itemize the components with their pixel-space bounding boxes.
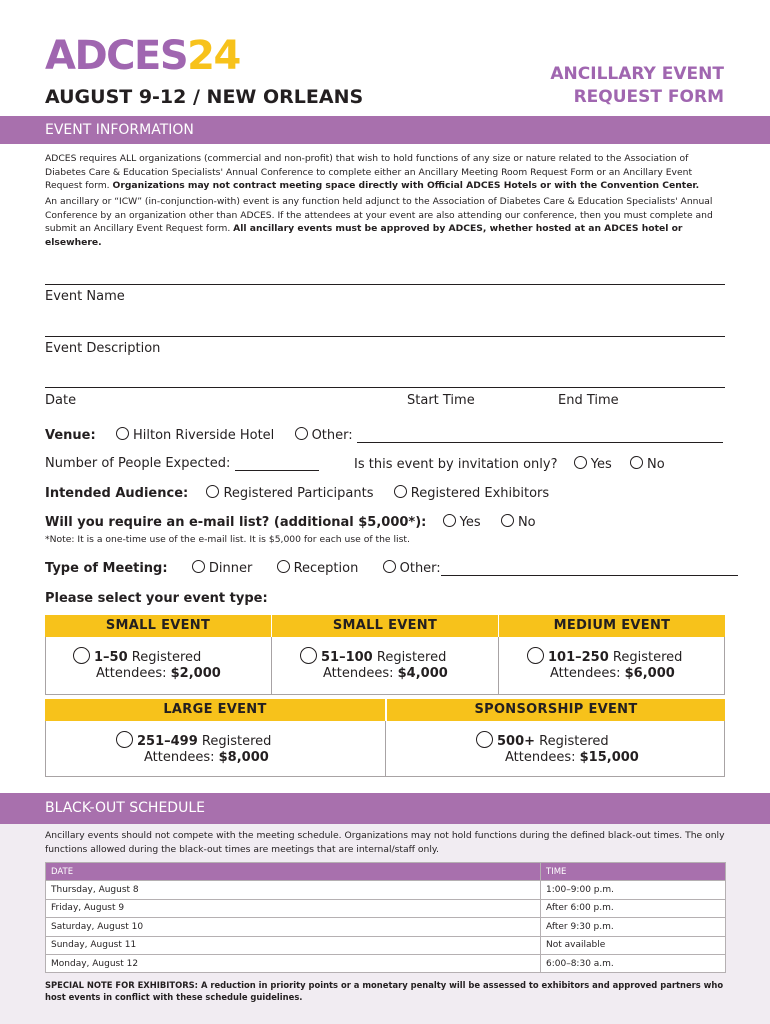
people-expected-label: Number of People Expected: bbox=[45, 456, 231, 471]
event-type-registered-3: Registered bbox=[612, 650, 683, 665]
event-type-attendees-5: Attendees: bbox=[505, 750, 576, 765]
blackout-schedule-heading: BLACK-OUT SCHEDULE bbox=[0, 793, 770, 824]
venue-other-input[interactable] bbox=[357, 429, 723, 443]
event-description-label: Event Description bbox=[45, 341, 161, 356]
meeting-reception-label: Reception bbox=[293, 561, 359, 576]
event-type-registered-4: Registered bbox=[201, 734, 272, 749]
people-expected-input[interactable] bbox=[235, 457, 319, 471]
event-type-price-1: $2,000 bbox=[170, 666, 221, 681]
intro-paragraph-1-text: ADCES requires ALL organizations (commercial and non-profit) that wish to hold functions of any size or nature related to the Association of Diabetes Care & Education Specialists' Annual Conference to complete either an Ancillary Meeting Room Request Form or an Ancillary Event Request form. bbox=[45, 153, 693, 191]
event-information-heading: EVENT INFORMATION bbox=[0, 116, 770, 144]
blackout-time-cell: After 6:00 p.m. bbox=[541, 899, 726, 917]
table-row bbox=[46, 881, 726, 899]
event-type-attendees-3: Attendees: bbox=[550, 666, 621, 681]
start-time-label: Start Time bbox=[407, 393, 475, 408]
event-type-registered-5: Registered bbox=[539, 734, 609, 749]
adces24-logo bbox=[45, 33, 240, 79]
event-type-radio-4[interactable] bbox=[116, 731, 133, 748]
blackout-time-cell: 1:00–9:00 p.m. bbox=[541, 881, 726, 899]
event-type-heading-1: SMALL EVENT bbox=[45, 615, 271, 637]
event-type-heading-3: MEDIUM EVENT bbox=[499, 615, 725, 637]
event-type-option-1 bbox=[73, 647, 221, 682]
venue-row bbox=[45, 427, 723, 443]
intro-paragraph-2-bold: All ancillary events must be approved by ADCES, whether hosted at an ADCES hotel or elsewhere. bbox=[45, 223, 683, 248]
audience-label: Intended Audience: bbox=[45, 486, 189, 501]
blackout-col-time: TIME bbox=[541, 863, 726, 881]
intro-paragraph-1 bbox=[45, 152, 725, 193]
end-time-label: End Time bbox=[558, 393, 619, 408]
meeting-type-label: Type of Meeting: bbox=[45, 561, 168, 576]
event-type-option-2 bbox=[300, 647, 448, 682]
blackout-table bbox=[45, 862, 726, 973]
invitation-question: Is this event by invitation only? bbox=[354, 457, 558, 472]
audience-exhibitors-radio[interactable] bbox=[394, 485, 407, 498]
intro-paragraph-1-bold: Organizations may not contract meeting space directly with Official ADCES Hotels or with the Convention Center. bbox=[112, 180, 700, 191]
table-row bbox=[46, 918, 726, 936]
event-type-range-2: 51–100 bbox=[321, 650, 373, 665]
meeting-other-radio[interactable] bbox=[383, 560, 396, 573]
blackout-date-cell: Saturday, August 10 bbox=[46, 918, 541, 936]
dates-location: AUGUST 9-12 / NEW ORLEANS bbox=[45, 86, 364, 108]
select-event-type-heading: Please select your event type: bbox=[45, 591, 268, 606]
intro-paragraph-2-text: An ancillary or “ICW” (in-conjunction-with) event is any function held adjunct to the Association of Diabetes Care & Education Specialists' Annual Conference by an organization other than ADCES. If the attendees at your event are also attending our conference, then you must complete and submit an Ancillary Event Request form. bbox=[45, 196, 713, 234]
meeting-dinner-radio[interactable] bbox=[192, 560, 205, 573]
event-description-field[interactable] bbox=[45, 336, 725, 337]
audience-participants-radio[interactable] bbox=[206, 485, 219, 498]
blackout-col-date: DATE bbox=[46, 863, 541, 881]
form-title-line1: ANCILLARY EVENT bbox=[550, 64, 724, 84]
email-note: *Note: It is a one-time use of the e-mail list. It is $5,000 for each use of the list. bbox=[45, 534, 410, 545]
email-yes-radio[interactable] bbox=[443, 514, 456, 527]
logo-year: 24 bbox=[187, 33, 240, 79]
meeting-other-input[interactable] bbox=[441, 562, 738, 576]
audience-row bbox=[45, 485, 549, 501]
venue-hilton-label: Hilton Riverside Hotel bbox=[132, 428, 275, 443]
date-label: Date bbox=[45, 393, 77, 408]
venue-label: Venue: bbox=[45, 428, 96, 443]
email-yes-label: Yes bbox=[459, 515, 481, 530]
event-type-heading-5: SPONSORSHIP EVENT bbox=[387, 699, 725, 721]
invitation-yes-radio[interactable] bbox=[574, 456, 587, 469]
event-type-price-2: $4,000 bbox=[397, 666, 448, 681]
meeting-reception-radio[interactable] bbox=[277, 560, 290, 573]
event-type-heading-2: SMALL EVENT bbox=[272, 615, 498, 637]
blackout-time-cell: 6:00–8:30 a.m. bbox=[541, 954, 726, 972]
event-type-range-1: 1–50 bbox=[94, 650, 128, 665]
table-row bbox=[46, 936, 726, 954]
invitation-no-radio[interactable] bbox=[630, 456, 643, 469]
table-row bbox=[46, 899, 726, 917]
event-type-range-4: 251–499 bbox=[137, 734, 198, 749]
event-type-range-5: 500+ bbox=[497, 734, 536, 749]
event-type-heading-4: LARGE EVENT bbox=[45, 699, 385, 721]
meeting-dinner-label: Dinner bbox=[208, 561, 253, 576]
blackout-time-cell: After 9:30 p.m. bbox=[541, 918, 726, 936]
event-type-radio-2[interactable] bbox=[300, 647, 317, 664]
email-list-row bbox=[45, 514, 536, 530]
form-title-line2: REQUEST FORM bbox=[573, 87, 724, 107]
event-type-registered-2: Registered bbox=[376, 650, 447, 665]
blackout-table-header bbox=[46, 863, 726, 881]
people-expected-row bbox=[45, 456, 319, 471]
event-type-option-4 bbox=[116, 731, 271, 766]
blackout-date-cell: Sunday, August 11 bbox=[46, 936, 541, 954]
event-type-attendees-2: Attendees: bbox=[323, 666, 394, 681]
event-type-price-4: $8,000 bbox=[218, 750, 269, 765]
venue-other-radio[interactable] bbox=[295, 427, 308, 440]
audience-exhibitors-label: Registered Exhibitors bbox=[410, 486, 550, 501]
intro-paragraph-2 bbox=[45, 195, 725, 249]
table-row bbox=[46, 954, 726, 972]
invitation-no-label: No bbox=[647, 457, 665, 472]
email-list-question: Will you require an e-mail list? (additional $5,000*): bbox=[45, 515, 427, 530]
blackout-intro: Ancillary events should not compete with the meeting schedule. Organizations may not hold functions during the defined black-out times. The only functions allowed during the black-out times are meetings that are internal/staff only. bbox=[45, 830, 725, 855]
audience-participants-label: Registered Participants bbox=[223, 486, 374, 501]
email-no-radio[interactable] bbox=[501, 514, 514, 527]
blackout-date-cell: Monday, August 12 bbox=[46, 954, 541, 972]
event-type-radio-1[interactable] bbox=[73, 647, 90, 664]
event-type-price-3: $6,000 bbox=[624, 666, 675, 681]
venue-hilton-radio[interactable] bbox=[116, 427, 129, 440]
exhibitor-special-note: SPECIAL NOTE FOR EXHIBITORS: A reduction in priority points or a monetary penalty will be assessed to exhibitors and approved partners who host events in conflict with these schedule guidelines. bbox=[45, 980, 724, 1002]
meeting-type-row bbox=[45, 560, 738, 576]
blackout-date-cell: Thursday, August 8 bbox=[46, 881, 541, 899]
event-type-radio-5[interactable] bbox=[476, 731, 493, 748]
event-name-label: Event Name bbox=[45, 289, 125, 304]
venue-other-label: Other: bbox=[311, 428, 353, 443]
blackout-time-cell: Not available bbox=[541, 936, 726, 954]
event-type-price-5: $15,000 bbox=[579, 750, 639, 765]
logo-name: ADCES bbox=[45, 33, 188, 79]
event-type-radio-3[interactable] bbox=[527, 647, 544, 664]
event-type-range-3: 101–250 bbox=[548, 650, 609, 665]
event-name-field[interactable] bbox=[45, 284, 725, 285]
invitation-yes-label: Yes bbox=[590, 457, 612, 472]
event-type-attendees-4: Attendees: bbox=[144, 750, 215, 765]
event-type-attendees-1: Attendees: bbox=[96, 666, 167, 681]
date-time-field[interactable] bbox=[45, 387, 725, 388]
meeting-other-label: Other: bbox=[399, 561, 441, 576]
email-no-label: No bbox=[517, 515, 536, 530]
event-type-registered-1: Registered bbox=[131, 650, 202, 665]
event-type-option-3 bbox=[527, 647, 682, 682]
form-title bbox=[550, 63, 724, 109]
blackout-date-cell: Friday, August 9 bbox=[46, 899, 541, 917]
invitation-row bbox=[354, 456, 665, 472]
event-type-option-5 bbox=[476, 731, 639, 766]
